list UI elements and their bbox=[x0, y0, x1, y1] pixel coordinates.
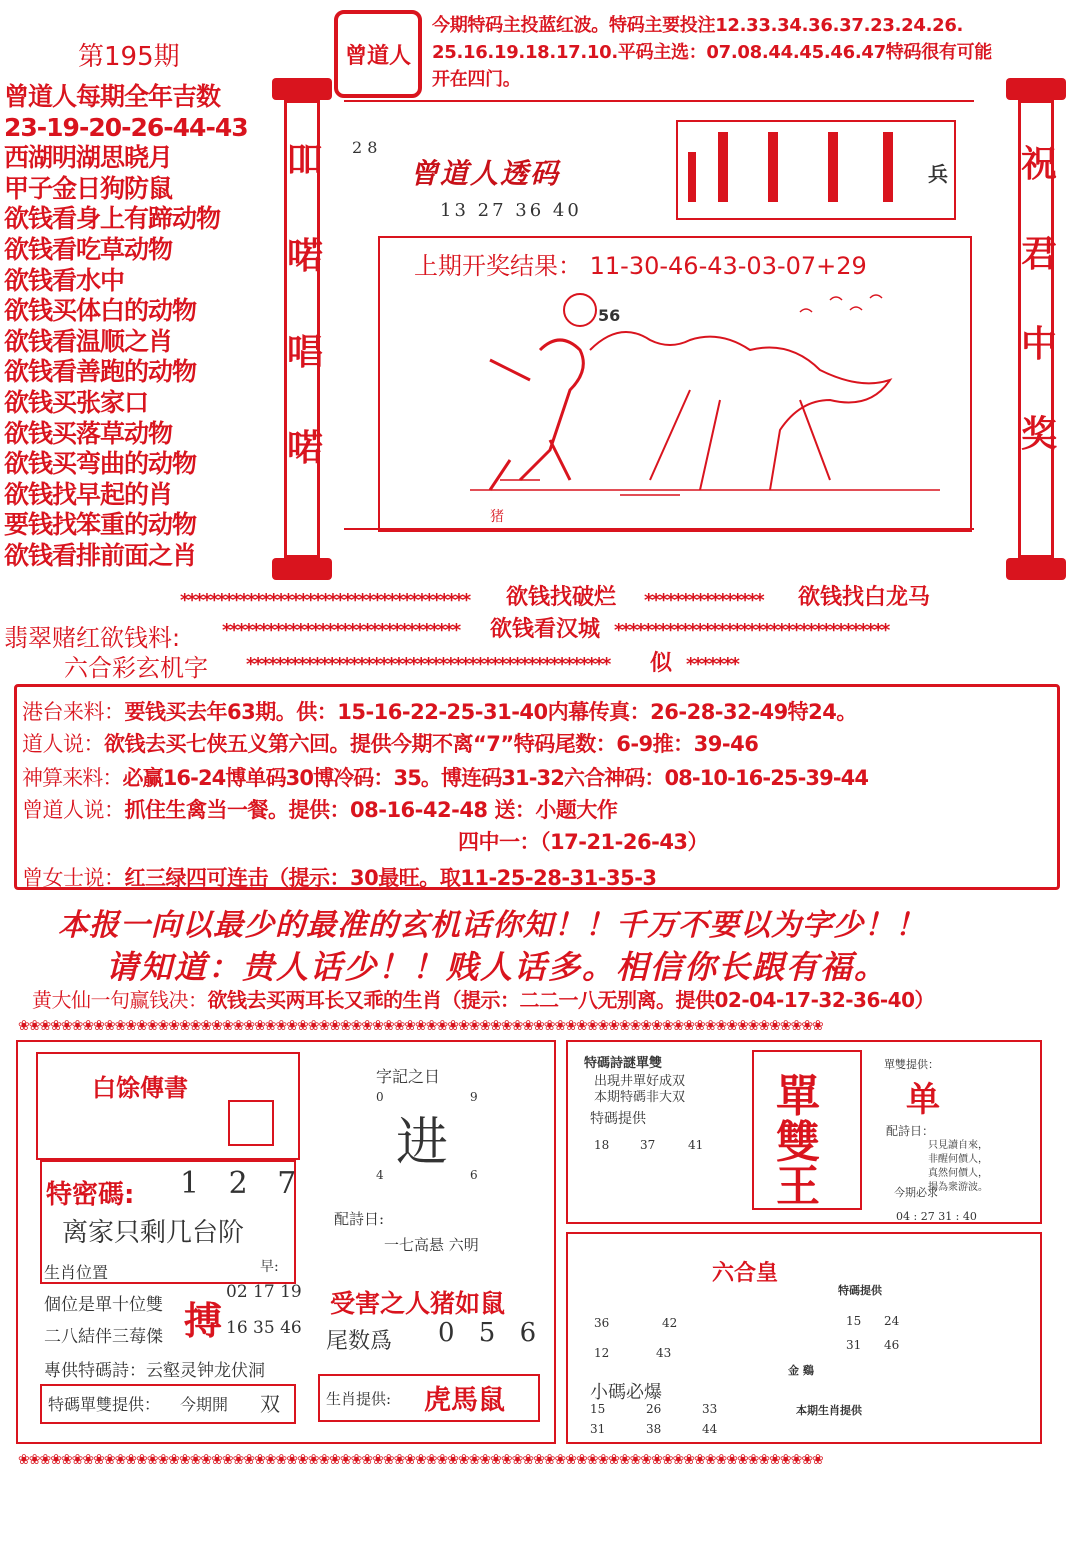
decor-border-bottom: ❀❀❀❀❀❀❀❀❀❀❀❀❀❀❀❀❀❀❀❀❀❀❀❀❀❀❀❀❀❀❀❀❀❀❀❀❀❀❀❀❀❀❀❀❀❀❀❀❀❀❀❀❀❀❀❀❀❀❀❀❀❀❀❀❀❀❀❀❀❀❀❀❀❀❀ bbox=[18, 1452, 823, 1468]
mid-stars-row-2: ******************************** bbox=[222, 620, 460, 641]
brb-bottom-num: 26 bbox=[646, 1402, 662, 1416]
info-row-label: 港台来料： bbox=[22, 700, 125, 724]
small-box-char: 兵 bbox=[928, 162, 948, 186]
brb-bottom-num: 44 bbox=[702, 1422, 718, 1436]
brb-right-num: 24 bbox=[884, 1314, 900, 1328]
brt-right-tail: 今期必求 bbox=[894, 1186, 938, 1199]
bl-line-1: 生肖位置 bbox=[44, 1263, 109, 1282]
seal-text: 曾道人 bbox=[344, 43, 411, 69]
scroll-body bbox=[1018, 100, 1058, 558]
left-line: 欲钱买体白的动物 bbox=[4, 296, 197, 326]
scroll-char: 吅 bbox=[287, 140, 324, 181]
left-line: 欲钱看身上有蹄动物 bbox=[4, 204, 221, 234]
top-notice-line: 开在四门。 bbox=[432, 69, 521, 90]
slogan-line-2: 请知道：贵人话少！！贱人话多。相信你长跟有福。 bbox=[106, 948, 889, 986]
brb-small-label: 小碼必爆 bbox=[590, 1382, 662, 1403]
bl-sd-value: 今期開 bbox=[180, 1395, 229, 1414]
scroll-body bbox=[284, 100, 324, 558]
bl-line-4: 專供特碼詩：云壑灵钟龙伏洞 bbox=[44, 1361, 265, 1381]
mid-stars-row-3: ************************************************* bbox=[246, 654, 610, 675]
info-row-text: 必赢16-24博单码30博冷码：35。博连码31-32六合神码：08-10-16-25-39-44 bbox=[122, 766, 869, 790]
left-line: 欲钱看水中 bbox=[4, 265, 125, 295]
huang-text: 欲钱去买两耳长又乖的生肖（提示：二二一八无别离。提供02-04-17-32-36-40） bbox=[207, 988, 934, 1012]
bm-n-top-left: 0 bbox=[376, 1090, 384, 1104]
info-row bbox=[22, 696, 857, 726]
brt-big-char: 王 bbox=[776, 1161, 820, 1212]
last-result: 上期开奖结果： 11-30-46-43-03-07+29 bbox=[414, 252, 867, 280]
bl-stamp-1 bbox=[228, 1100, 274, 1146]
scroll-char: 祝 bbox=[1021, 144, 1058, 185]
left-line: 欲钱看排前面之肖 bbox=[4, 540, 197, 570]
brb-sub: 特碼提供 bbox=[838, 1284, 882, 1297]
info-row-label: 道人说： bbox=[22, 732, 104, 756]
huang-label: 黄大仙一句赢钱决： bbox=[32, 988, 208, 1012]
small-box-columns bbox=[678, 122, 954, 218]
info-row-text: 四中一：（17-21-26-43） bbox=[458, 830, 709, 854]
bl-title: 白馀傳書 bbox=[92, 1073, 188, 1102]
bm-zodiac: 虎馬鼠 bbox=[424, 1385, 505, 1416]
slogan-line-1: 本报一向以最少的最准的玄机话你知！！千万不要以为字少！！ bbox=[58, 908, 926, 943]
mid-line-2-right: 欲钱看汉城 bbox=[490, 617, 601, 642]
scroll-right bbox=[1014, 78, 1058, 580]
mid-stars-row-2b: ************************************* bbox=[614, 620, 889, 641]
left-column bbox=[4, 82, 276, 572]
brt-poem-2: 本期特碼非大双 bbox=[594, 1090, 686, 1105]
brt-num: 18 bbox=[594, 1138, 610, 1152]
brb-right-num: 46 bbox=[884, 1338, 900, 1352]
brush-numbers: 13 27 36 40 bbox=[440, 200, 582, 221]
info-row-label: 曾女士说： bbox=[22, 866, 125, 890]
brt-right-title: 單雙提供： bbox=[884, 1058, 939, 1071]
scroll-char: 喏 bbox=[287, 428, 324, 469]
bm-zodiac-label: 生肖提供: bbox=[326, 1390, 392, 1408]
bl-line-3: 二八結伴三莓傑 bbox=[44, 1327, 163, 1347]
bl-nums-1: 02 17 19 bbox=[226, 1282, 302, 1302]
left-line: 23-19-20-26-44-43 bbox=[4, 112, 248, 142]
brb-left-num: 42 bbox=[662, 1316, 678, 1330]
scroll-char: 奖 bbox=[1021, 414, 1058, 455]
bm-n-top-right: 9 bbox=[470, 1090, 478, 1104]
corner-number: 2 8 bbox=[352, 138, 378, 157]
mid-stars-row-3b: ******* bbox=[686, 654, 738, 675]
brt-right-poem: 非醒何價人， bbox=[928, 1154, 988, 1165]
small-box bbox=[676, 120, 956, 220]
brt-big-char: 單 bbox=[776, 1071, 820, 1122]
left-line: 欲钱看善跑的动物 bbox=[4, 357, 197, 387]
brt-poem-1: 出現井單好成双 bbox=[594, 1074, 686, 1089]
mid-line-1-a: 欲钱找破烂 bbox=[506, 585, 617, 610]
info-row-label: 曾道人说： bbox=[22, 798, 125, 822]
bm-poem: 一七高悬 六明 bbox=[384, 1236, 479, 1254]
brt-provide: 特碼提供 bbox=[590, 1111, 646, 1127]
brt-right-nums: 04 : 27 31 : 40 bbox=[896, 1210, 977, 1223]
bm-big-char: 进 bbox=[396, 1113, 449, 1173]
bl-stamp-char: 搏 bbox=[184, 1298, 223, 1343]
left-line: 欲钱买落草动物 bbox=[4, 418, 173, 448]
scroll-cap-bottom bbox=[1006, 558, 1066, 580]
mid-line-3-left: 六合彩玄机字 bbox=[64, 654, 208, 682]
top-notice bbox=[432, 12, 1072, 93]
mid-line-2-left: 翡翠赌红欲钱料: bbox=[4, 624, 181, 652]
left-line: 欲钱看温顺之肖 bbox=[4, 326, 173, 356]
horse-illustration bbox=[470, 290, 950, 510]
picture-caption: 猪 bbox=[490, 509, 504, 525]
mid-line-3-right: 似 bbox=[650, 651, 673, 676]
bl-nums-2: 16 35 46 bbox=[226, 1318, 302, 1338]
brt-right-poem-label: 配詩日： bbox=[886, 1124, 935, 1138]
info-row bbox=[458, 826, 708, 856]
brt-right-poem: 只見讀自來， bbox=[928, 1140, 988, 1151]
issue-number: 第195期 bbox=[78, 42, 180, 72]
left-line: 要钱找笨重的动物 bbox=[4, 510, 197, 540]
bm-n-bot-right: 6 bbox=[470, 1168, 478, 1182]
bm-tail-label: 尾数爲 bbox=[326, 1329, 393, 1354]
info-row bbox=[22, 794, 617, 824]
scroll-cap-bottom bbox=[272, 558, 332, 580]
left-line: 西湖明湖思晓月 bbox=[4, 143, 173, 173]
scroll-char: 喏 bbox=[287, 236, 324, 277]
top-notice-line: 今期特码主投蓝红波。特码主要投注12.33.34.36.37.23.24.26. bbox=[432, 15, 964, 36]
scroll-char: 唱 bbox=[287, 332, 324, 373]
info-row bbox=[22, 762, 868, 792]
seal-stamp bbox=[334, 10, 422, 98]
brt-num: 41 bbox=[688, 1138, 704, 1152]
scroll-left bbox=[280, 78, 324, 580]
bl-riddle: 离家只剩几台阶 bbox=[62, 1218, 245, 1248]
bm-poem-label: 配詩日: bbox=[334, 1210, 385, 1228]
brb-zodiac-label: 本期生肖提供 bbox=[796, 1404, 862, 1417]
info-row bbox=[22, 728, 758, 758]
brt-num: 37 bbox=[640, 1138, 656, 1152]
left-line: 甲子金日狗防鼠 bbox=[4, 173, 173, 203]
brb-left-num: 12 bbox=[594, 1346, 610, 1360]
brb-bottom-num: 15 bbox=[590, 1402, 606, 1416]
bl-special-label: 特密碼: bbox=[46, 1180, 135, 1210]
brb-bottom-num: 33 bbox=[702, 1402, 718, 1416]
brt-right-poem: 揚為衆游波。 bbox=[928, 1182, 988, 1193]
bl-line-2: 個位是單十位雙 bbox=[44, 1295, 163, 1315]
scroll-char: 君 bbox=[1021, 234, 1058, 275]
brt-right-poem: 真然何價人， bbox=[928, 1168, 988, 1179]
bm-header: 字記之日 bbox=[376, 1067, 441, 1086]
brt-right-big: 单 bbox=[906, 1080, 940, 1120]
mid-stars-row-1b: **************** bbox=[644, 590, 763, 611]
brt-title: 特碼詩謎單雙 bbox=[584, 1056, 663, 1071]
picture-number: 56 bbox=[598, 306, 621, 325]
mid-line-1-b: 欲钱找白龙马 bbox=[798, 585, 931, 610]
info-row-text: 欲钱去买七侠五义第六回。提供今期不离“7”特码尾数：6-9推：39-46 bbox=[104, 732, 759, 756]
left-line: 欲钱看吃草动物 bbox=[4, 234, 173, 264]
scroll-cap-top bbox=[272, 78, 332, 100]
bl-early: 早: bbox=[260, 1259, 279, 1275]
scroll-char: 中 bbox=[1021, 324, 1058, 365]
scroll-cap-top bbox=[1006, 78, 1066, 100]
mid-stars-row-1: *************************************** bbox=[180, 590, 470, 611]
bm-tail-nums: 0 5 6 bbox=[438, 1318, 545, 1348]
brb-right-num: 31 bbox=[846, 1338, 862, 1352]
huang-line bbox=[32, 984, 934, 1013]
info-row-text: 红三绿四可连击（提示：30最旺。取11-25-28-31-35-3 bbox=[124, 866, 657, 890]
brb-left-num: 36 bbox=[594, 1316, 610, 1330]
brb-bottom-num: 38 bbox=[646, 1422, 662, 1436]
brb-right-num: 15 bbox=[846, 1314, 862, 1328]
bm-victim: 受害之人猪如鼠 bbox=[330, 1289, 506, 1318]
left-line: 曾道人每期全年吉数 bbox=[4, 82, 221, 111]
bl-sd-label: 特碼單雙提供： bbox=[48, 1395, 161, 1414]
brb-left-num: 43 bbox=[656, 1346, 672, 1360]
bl-sd-answer: 双 bbox=[260, 1392, 280, 1416]
info-row bbox=[22, 862, 657, 892]
info-row-text: 抓住生禽当一餐。提供：08-16-42-48 送：小题大作 bbox=[124, 798, 618, 822]
brb-bottom-num: 31 bbox=[590, 1422, 606, 1436]
decor-border-top: ❀❀❀❀❀❀❀❀❀❀❀❀❀❀❀❀❀❀❀❀❀❀❀❀❀❀❀❀❀❀❀❀❀❀❀❀❀❀❀❀❀❀❀❀❀❀❀❀❀❀❀❀❀❀❀❀❀❀❀❀❀❀❀❀❀❀❀❀❀❀❀❀❀❀❀ bbox=[18, 1018, 823, 1034]
left-line: 欲钱找早起的肖 bbox=[4, 479, 173, 509]
brb-title: 六合皇 bbox=[712, 1260, 779, 1286]
bm-n-bot-left: 4 bbox=[376, 1168, 384, 1182]
bl-special-nums: 1 2 7 bbox=[180, 1166, 307, 1201]
left-line: 欲钱买张家口 bbox=[4, 387, 149, 417]
brush-title: 曾道人透码 bbox=[410, 157, 561, 190]
info-row-label: 神算来料： bbox=[22, 766, 123, 790]
info-row-text: 要钱买去年63期。供：15-16-22-25-31-40内幕传真：26-28-32-49特24。 bbox=[124, 700, 857, 724]
top-notice-line: 25.16.19.18.17.10.平码主选：07.08.44.45.46.47特码很有可能 bbox=[432, 42, 993, 63]
brt-big-char: 雙 bbox=[776, 1117, 820, 1168]
left-line: 欲钱买弯曲的动物 bbox=[4, 449, 197, 479]
brb-mid-label: 金 鷄 bbox=[788, 1364, 814, 1377]
